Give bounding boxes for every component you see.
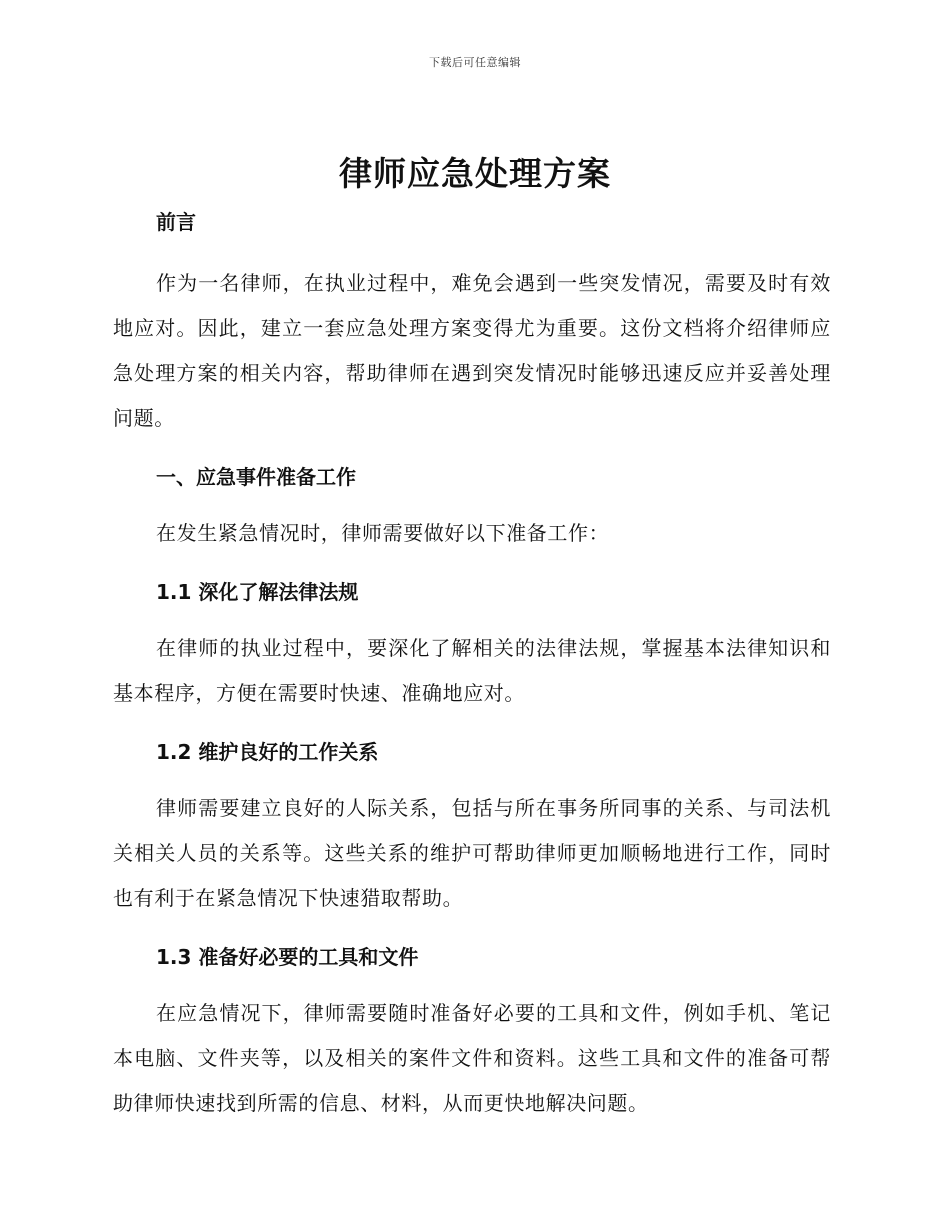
section-1-3-heading: 1.3 准备好必要的工具和文件: [156, 945, 419, 969]
section-1-heading: 一、应急事件准备工作: [156, 465, 356, 489]
preface-heading: 前言: [156, 210, 196, 234]
document-body: [113, 206, 831, 1126]
preface-paragraph: 作为一名律师，在执业过程中，难免会遇到一些突发情况，需要及时有效地应对。因此，建立一套应急处理方案变得尤为重要。这份文档将介绍律师应急处理方案的相关内容，帮助律师在遇到突发情况时能够迅速反应并妥善处理问题。: [113, 271, 831, 430]
section-1-2-heading: 1.2 维护良好的工作关系: [156, 740, 379, 764]
document-title: 律师应急处理方案: [339, 154, 611, 193]
section-1-1-heading: 1.1 深化了解法律法规: [156, 580, 359, 604]
section-1-3-paragraph: 在应急情况下，律师需要随时准备好必要的工具和文件，例如手机、笔记本电脑、文件夹等，以及相关的案件文件和资料。这些工具和文件的准备可帮助律师快速找到所需的信息、材料，从而更快地解决问题。: [113, 1001, 831, 1115]
header-note: 下载后可任意编辑: [429, 56, 521, 69]
section-1-2-paragraph: 律师需要建立良好的人际关系，包括与所在事务所同事的关系、与司法机关相关人员的关系等。这些关系的维护可帮助律师更加顺畅地进行工作，同时也有利于在紧急情况下快速猎取帮助。: [113, 796, 831, 910]
section-1-intro: 在发生紧急情况时，律师需要做好以下准备工作：: [156, 521, 610, 545]
section-1-1-paragraph: 在律师的执业过程中，要深化了解相关的法律法规，掌握基本法律知识和基本程序，方便在需要时快速、准确地应对。: [113, 636, 831, 705]
